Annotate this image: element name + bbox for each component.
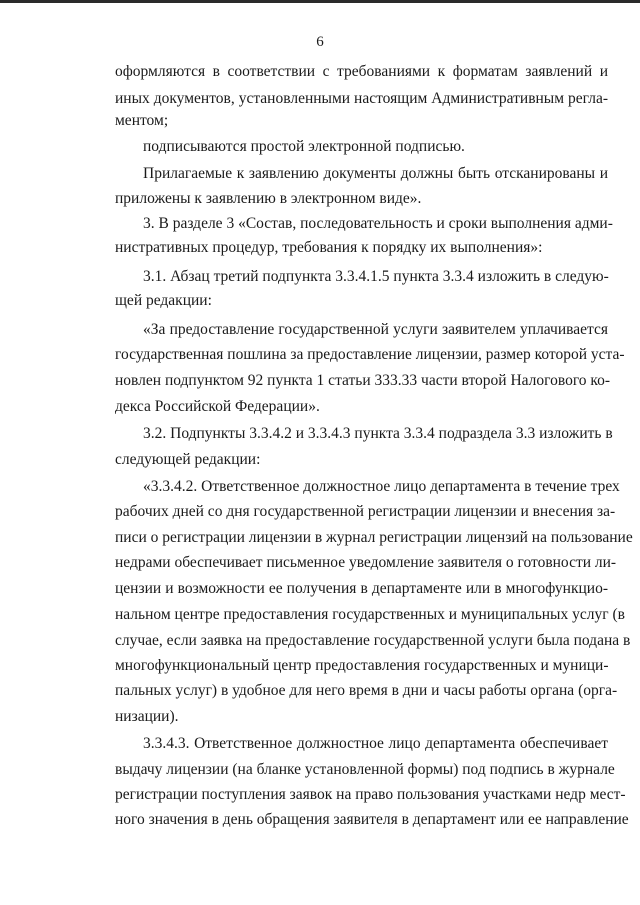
text-line: выдачу лицензии (на бланке установленной формы) под подпись в журнале	[115, 761, 615, 778]
text-line: недрами обеспечивает письменное уведомление заявителя о готовности ли-	[115, 554, 617, 571]
page-top-border	[0, 0, 640, 3]
text-line: ментом;	[115, 112, 169, 129]
text-line: следующей редакции:	[115, 451, 261, 468]
text-line: «3.3.4.2. Ответственное должностное лицо департамента в течение трех	[143, 478, 620, 495]
text-line: многофункциональный центр предоставления государственных и муници-	[115, 657, 609, 674]
text-line: щей редакции:	[115, 292, 212, 309]
text-line: подписываются простой электронной подписью.	[143, 138, 465, 155]
text-line: нистративных процедур, требования к порядку их выполнения»:	[115, 239, 543, 256]
text-line: 3.3.4.3. Ответственное должностное лицо департамента обеспечивает	[143, 735, 608, 752]
text-line: 3.1. Абзац третий подпункта 3.3.4.1.5 пункта 3.3.4 изложить в следую-	[143, 268, 609, 285]
text-line: 3.2. Подпункты 3.3.4.2 и 3.3.4.3 пункта 3.3.4 подраздела 3.3 изложить в	[143, 425, 613, 442]
text-line: низации).	[115, 708, 179, 725]
text-line: государственная пошлина за предоставление лицензии, размер которой уста-	[115, 346, 625, 363]
text-line: ного значения в день обращения заявителя в департамент или ее направление	[115, 811, 629, 828]
text-line: нальном центре предоставления государственных и муниципальных услуг (в	[115, 606, 625, 623]
text-line: писи о регистрации лицензии в журнал регистрации лицензий на пользование	[115, 529, 633, 546]
text-line: цензии и возможности ее получения в департаменте или в многофункцио-	[115, 580, 608, 597]
text-line: пальных услуг) в удобное для него время в дни и часы работы органа (орга-	[115, 682, 618, 699]
text-line: Прилагаемые к заявлению документы должны быть отсканированы и	[143, 165, 608, 182]
text-line: регистрации поступления заявок на право пользования участками недр мест-	[115, 786, 626, 803]
page-number: 6	[316, 34, 324, 50]
text-line: иных документов, установленными настоящим Административным регла-	[115, 90, 608, 107]
text-line: приложены к заявлению в электронном виде».	[115, 190, 422, 207]
text-line: оформляются в соответствии с требованиями к форматам заявлений и	[115, 63, 608, 80]
text-line: «За предоставление государственной услуги заявителем уплачивается	[143, 321, 608, 338]
text-line: случае, если заявка на предоставление государственной услуги была подана в	[115, 632, 631, 649]
text-line: новлен подпунктом 92 пункта 1 статьи 333.33 части второй Налогового ко-	[115, 372, 611, 389]
text-line: рабочих дней со дня государственной регистрации лицензии и внесения за-	[115, 503, 616, 520]
text-line: 3. В разделе 3 «Состав, последовательность и сроки выполнения адми-	[143, 215, 613, 232]
text-line: декса Российской Федерации».	[115, 398, 320, 415]
